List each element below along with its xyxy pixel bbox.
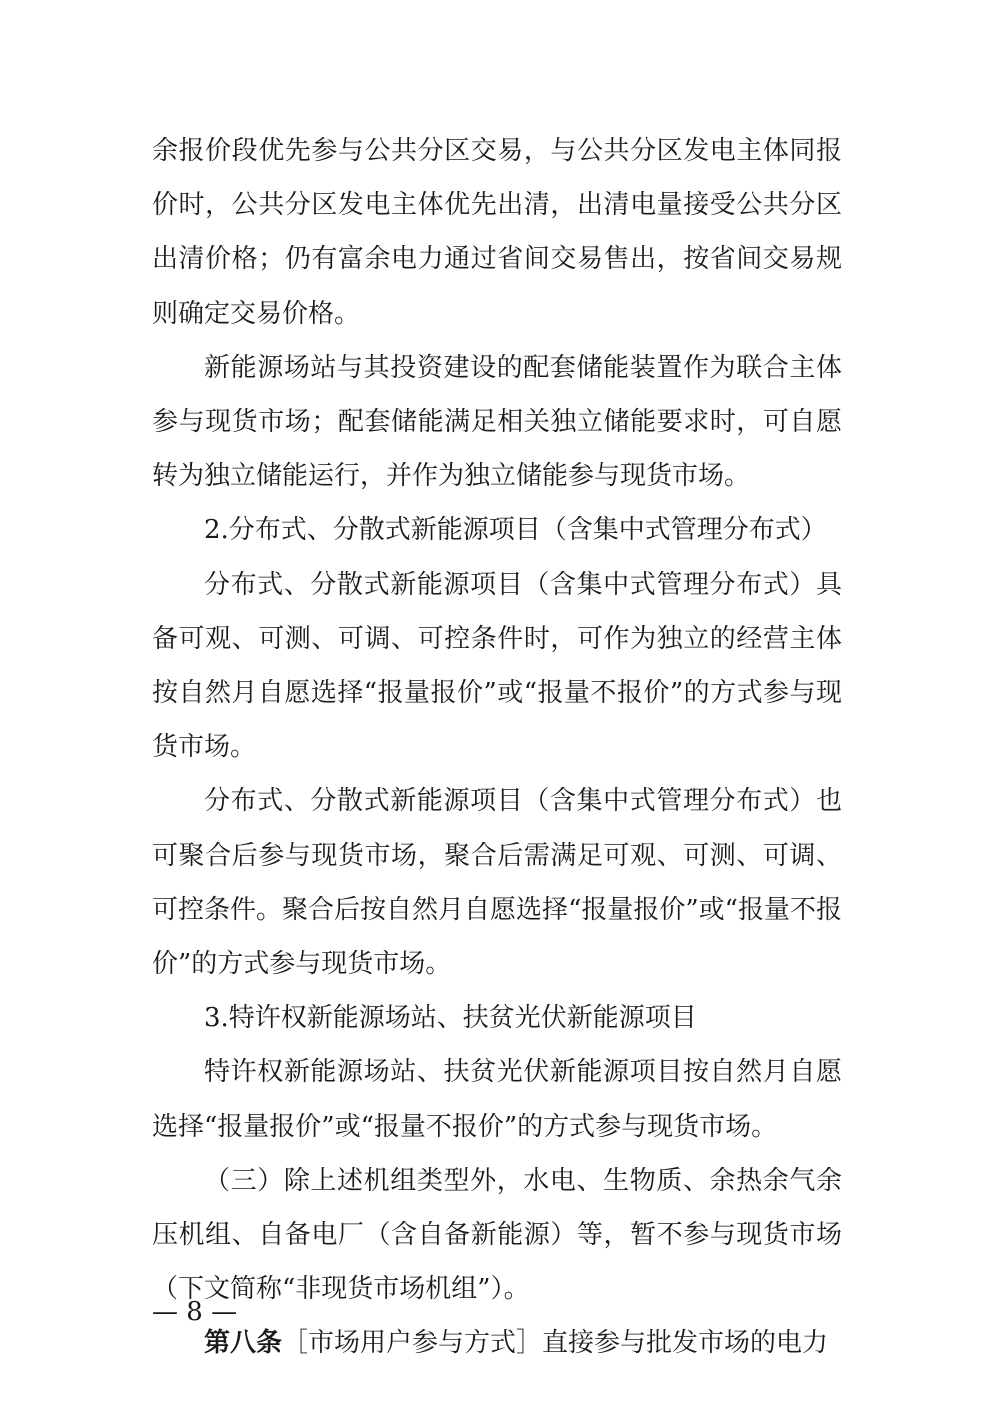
subheading-concession: 3.特许权新能源场站、扶贫光伏新能源项目 [204,1003,697,1034]
page-number: — 8 — [152,1297,238,1327]
paragraph-distributed-aggregated: 分布式、分散式新能源项目（含集中式管理分布式）也可聚合后参与现货市场，聚合后需满足可观、可测、可调、可控条件。聚合后按自然月自愿选择“报量报价”或“报量不报价”的方式参与现货市场。 [152,786,842,980]
subheading-distributed: 2.分布式、分散式新能源项目（含集中式管理分布式） [204,515,827,546]
article-8-text: ［市场用户参与方式］直接参与批发市场的电力 [282,1328,829,1359]
paragraph-continuation: 余报价段优先参与公共分区交易，与公共分区发电主体同报价时，公共分区发电主体优先出清，出清电量接受公共分区出清价格；仍有富余电力通过省间交易售出，按省间交易规则确定交易价格。 [152,136,842,329]
article-8-heading: 第八条 [204,1328,283,1359]
paragraph-concession: 特许权新能源场站、扶贫光伏新能源项目按自然月自愿选择“报量报价”或“报量不报价”的方式参与现货市场。 [152,1057,842,1142]
paragraph-other-units: （三）除上述机组类型外，水电、生物质、余热余气余压机组、自备电厂（含自备新能源）等，暂不参与现货市场（下文简称“非现货市场机组”）。 [152,1165,842,1305]
document-body [152,124,842,1371]
paragraph-distributed-independent: 分布式、分散式新能源项目（含集中式管理分布式）具备可观、可测、可调、可控条件时，可作为独立的经营主体按自然月自愿选择“报量报价”或“报量不报价”的方式参与现货市场。 [152,569,842,763]
paragraph-article-8 [152,1316,842,1370]
paragraph-joint-entity: 新能源场站与其投资建设的配套储能装置作为联合主体参与现货市场；配套储能满足相关独立储能要求时，可自愿转为独立储能运行，并作为独立储能参与现货市场。 [152,352,842,492]
